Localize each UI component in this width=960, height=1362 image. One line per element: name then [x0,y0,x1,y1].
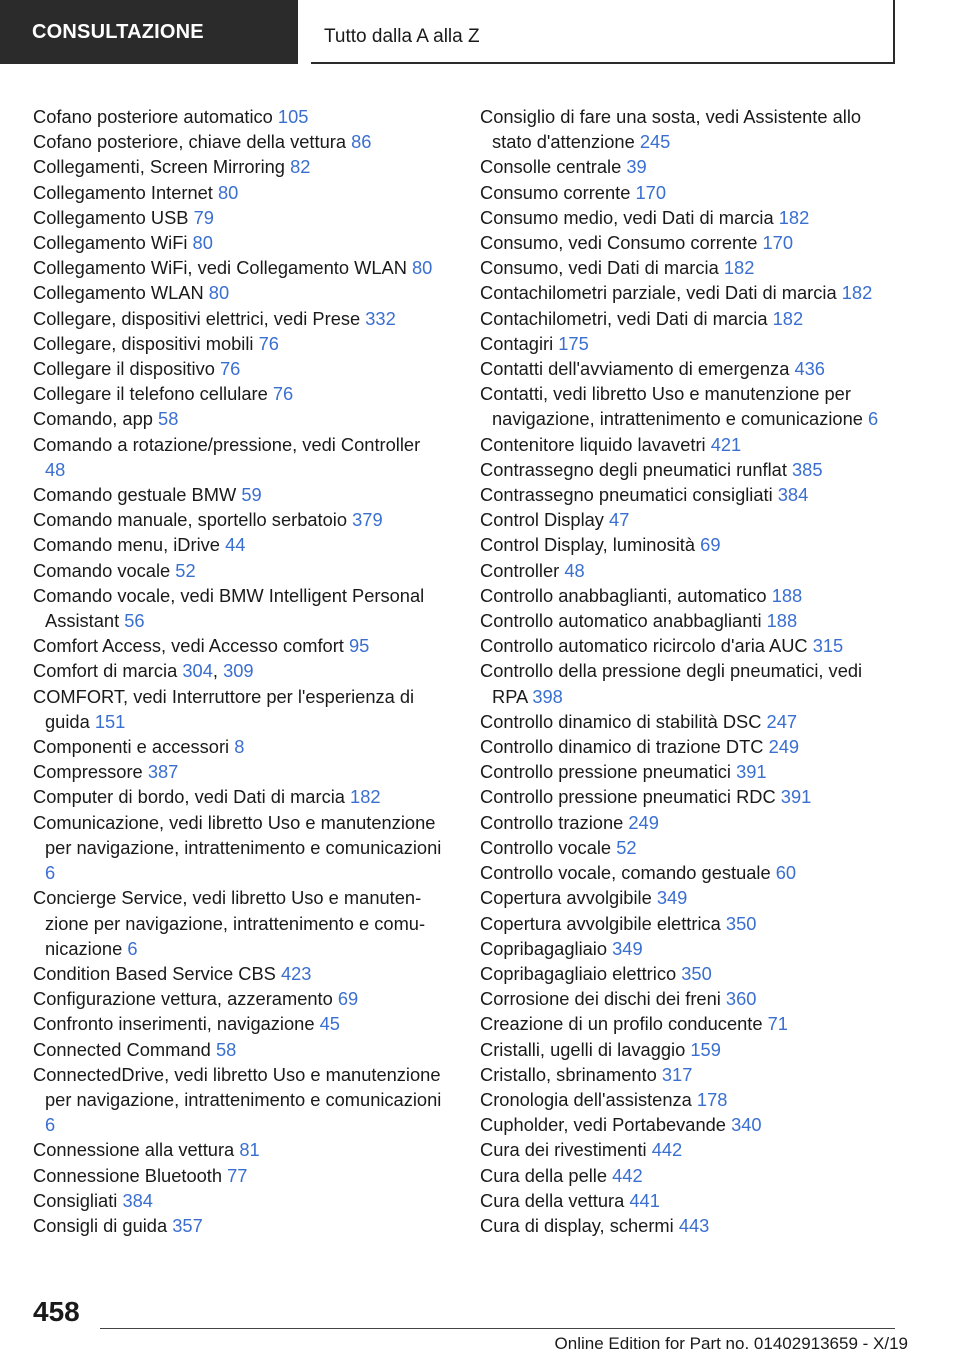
index-entry [33,406,445,431]
index-entry-text: Contenitore liquido lavavetri [480,433,706,455]
index-entry-text: Copertura avvolgibile [480,887,652,909]
page-reference-link[interactable]: 332 [365,307,396,329]
index-entry [33,961,445,986]
index-entry [480,381,900,431]
index-entry-text: Controllo vocale, comando gestuale [480,862,771,884]
index-entry [33,1188,445,1213]
index-entry-text: Connessione alla vettura [33,1139,235,1161]
index-entry [480,784,900,809]
index-entry [480,482,900,507]
index-entry [33,432,445,482]
index-entry [480,633,900,658]
index-entry [33,230,445,255]
page-reference-link[interactable]: 71 [767,1013,788,1035]
index-entry-text: Collegamento WiFi [33,232,188,254]
page-reference-link[interactable]: 82 [290,156,311,178]
index-entry [33,180,445,205]
page-reference-link[interactable]: 350 [681,962,712,984]
index-entry-text: Consolle centrale [480,156,622,178]
index-entry-text: Cofano posteriore, chiave della vettura [33,131,346,153]
index-entry-text: Controllo pressione pneumatici RDC [480,786,776,808]
index-entry [480,331,900,356]
index-entry-text: Contrassegno pneumatici consigliati [480,484,773,506]
page-reference-link[interactable]: 76 [272,383,294,405]
page-reference-link[interactable]: 304 [182,660,213,682]
index-entry-text: Consumo corrente [480,181,631,203]
page-reference-link[interactable]: 69 [337,988,359,1010]
index-entry-text: Collegamento WLAN [33,282,204,304]
page-reference-link[interactable]: 442 [651,1139,683,1161]
index-entry [33,759,445,784]
index-entry [480,583,900,608]
page-reference-link[interactable]: 309 [223,660,254,682]
page-reference-link[interactable]: 80 [208,282,230,304]
page-reference-link[interactable]: 48 [45,458,66,480]
index-entry-text: Cura della vettura [480,1189,625,1211]
page-reference-link[interactable]: 48 [564,559,585,581]
index-entry-text: Contatti dell'avviamento di emergenza [480,358,790,380]
page-reference-link[interactable]: 58 [158,408,179,430]
index-entry-text: Comando manuale, sportello serbatoio [33,509,348,531]
index-entry: Comfort di marcia 304, 309 [33,660,254,682]
page-reference-link[interactable]: 421 [710,433,742,455]
index-entry [480,306,900,331]
page-reference-link[interactable]: 6 [45,1114,56,1136]
page-reference-link[interactable]: 80 [192,232,213,254]
page-reference-link[interactable]: 151 [94,710,126,732]
index-entry-text: Cofano posteriore automatico [33,106,273,127]
index-entry-text: Copribagagliaio [480,937,608,959]
index-entry [33,532,445,557]
index-entry [480,356,900,381]
page-reference-link[interactable]: 384 [122,1189,153,1211]
page-reference-link[interactable]: 188 [766,610,798,632]
page-reference-link[interactable]: 6 [127,937,138,959]
page-reference-link[interactable]: 77 [227,1164,248,1186]
index-entry-text: Consiglio di fare una sosta, vedi Assistente allo stato d'attenzione [480,106,862,153]
index-entry [480,1137,900,1162]
page-reference-link[interactable]: 76 [258,332,279,354]
index-entry [480,255,900,280]
index-entry [480,885,900,910]
page-reference-link[interactable]: 188 [771,584,803,606]
index-entry [33,280,445,305]
index-entry-text: Cupholder, vedi Portabevande [480,1114,726,1136]
index-entry-text: Control Display [480,509,604,531]
index-entry [33,583,445,633]
index-entry-text: Comando a rotazione/pressione, vedi Controller [33,433,421,455]
page-reference-link[interactable]: 436 [794,358,825,380]
page-reference-link[interactable]: 60 [775,862,797,884]
page-reference-link[interactable]: 249 [768,736,800,758]
index-entry-text: Comando gestuale BMW [33,484,237,506]
index-entry-text: Cura dei rivestimenti [480,1139,647,1161]
index-entry [33,1011,445,1036]
index-entry [33,734,445,759]
index-entry [33,104,445,129]
page-reference-link[interactable]: 76 [219,358,241,380]
index-entry-text: Contachilometri parziale, vedi Dati di marcia [480,282,837,304]
index-entry-text: Controllo pressione pneumatici [480,761,731,783]
index-entry-text: Concierge Service, vedi libretto Uso e manutenzione per navigazione, intrattenimento e comunicazione [33,887,426,959]
index-entry [33,1213,445,1238]
index-entry-text: Cristallo, sbrinamento [480,1063,657,1085]
section-tab: CONSULTAZIONE [0,0,298,64]
page-reference-link[interactable]: 44 [225,534,246,556]
index-entry-text: Comando, app [33,408,153,430]
index-entry [480,1163,900,1188]
index-entry-text: Controllo vocale [480,836,612,858]
index-entry-text: Compressore [33,761,143,783]
page-reference-link[interactable]: 315 [812,635,844,657]
index-entry [33,255,445,280]
index-entry [480,230,900,255]
index-column-left [33,104,445,1238]
index-entry-text: COMFORT, vedi Interruttore per l'esperienza di guida [33,685,415,732]
page-reference-link[interactable]: 379 [352,509,383,531]
index-entry [480,280,900,305]
index-entry-text: Condition Based Service CBS [33,962,276,984]
page-reference-link[interactable]: 442 [612,1164,643,1186]
index-entry-text: Connessione Bluetooth [33,1164,223,1186]
index-entry-text: Collegamento USB [33,206,189,228]
page-reference-link[interactable]: 182 [778,206,810,228]
page-reference-link[interactable]: 317 [661,1063,693,1085]
index-entry-text: Consigliati [33,1189,118,1211]
page-reference-link[interactable]: 391 [736,761,767,783]
page-reference-link[interactable]: 384 [777,484,809,506]
index-entry-text: Creazione di un profilo conducente [480,1013,763,1035]
page-reference-link[interactable]: 81 [239,1139,260,1161]
page-reference-link[interactable]: 39 [626,156,647,178]
page-reference-link[interactable]: 423 [280,962,312,984]
index-entry [480,658,900,708]
index-entry-text: Control Display, luminosità [480,534,696,556]
page-reference-link[interactable]: 182 [841,282,873,304]
page-reference-link[interactable]: 159 [690,1038,721,1060]
index-entry-text: Cura della pelle [480,1164,608,1186]
page-reference-link[interactable]: 349 [656,887,688,909]
page-reference-link[interactable]: 47 [609,509,630,531]
page-reference-link[interactable]: 58 [215,1038,237,1060]
page-reference-link[interactable]: 178 [696,1088,728,1110]
index-entry-text: ConnectedDrive, vedi libretto Uso e manutenzione per navigazione, intrattenimento e comunicazioni [33,1063,442,1110]
index-entry-text: Collegare il telefono cellulare [33,383,268,405]
index-column-right [480,104,900,1238]
index-entry [33,331,445,356]
index-entry [480,1011,900,1036]
page-reference-link[interactable]: 247 [766,710,798,732]
index-entry [480,986,900,1011]
index-entry [480,911,900,936]
index-entry [33,684,445,734]
index-entry [480,205,900,230]
index-entry [480,608,900,633]
index-entry-text: Consumo, vedi Dati di marcia [480,257,719,279]
index-entry-text: Consigli di guida [33,1214,168,1236]
index-entry [33,810,445,886]
index-entry [33,154,445,179]
page-reference-link[interactable]: 245 [639,131,671,153]
index-entry-text: Componenti e accessori [33,736,230,758]
index-entry [33,381,445,406]
index-entry [480,734,900,759]
page-reference-link[interactable]: 170 [762,232,794,254]
index-entry-text: Configurazione vettura, azzeramento [33,988,333,1010]
index-entry-text: Collegamento WiFi, vedi Collegamento WLAN [33,257,407,279]
index-entry [33,633,445,658]
index-entry-text: Controllo anabbaglianti, automatico [480,584,767,606]
index-entry-text: Cronologia dell'assistenza [480,1088,692,1110]
page-reference-link[interactable]: 6 [45,862,56,884]
index-entry [480,1112,900,1137]
page-reference-link[interactable]: 441 [629,1189,660,1211]
index-entry [480,532,900,557]
index-entry-text: Comando menu, iDrive [33,534,220,556]
index-entry-text: Controllo automatico anabbaglianti [480,610,762,632]
index-entry [33,482,445,507]
index-entry [33,558,445,583]
index-entry-text: Controllo trazione [480,811,624,833]
index-entry [33,1163,445,1188]
index-entry [480,1087,900,1112]
page-reference-link[interactable]: 349 [612,937,643,959]
index-entry [480,558,900,583]
index-entry-text: Comfort di marcia [33,660,178,682]
index-entry-text: Cristalli, ugelli di lavaggio [480,1038,686,1060]
index-entry-text: Connected Command [33,1038,211,1060]
page-reference-link[interactable]: 105 [277,106,309,127]
page-reference-link[interactable]: 443 [678,1214,710,1236]
index-entry [33,205,445,230]
page-reference-link[interactable]: 391 [780,786,812,808]
index-entry [33,1137,445,1162]
index-entry [480,860,900,885]
page-reference-link[interactable]: 357 [172,1214,203,1236]
page-reference-link[interactable]: 79 [193,206,214,228]
index-entry-text: Copertura avvolgibile elettrica [480,912,721,934]
index-entry-text: Collegare, dispositivi elettrici, vedi Prese [33,307,361,329]
index-entry [480,154,900,179]
index-entry [33,885,445,961]
index-entry [480,432,900,457]
page-reference-link[interactable]: 80 [412,257,433,279]
index-entry-text: Comando vocale, vedi BMW Intelligent Personal Assistant [33,584,425,632]
index-entry [480,1062,900,1087]
index-entry-text: Contrassegno degli pneumatici runflat [480,458,787,480]
index-entry [480,1037,900,1062]
page-reference-link[interactable]: 80 [217,181,239,203]
index-entry [33,986,445,1011]
index-entry [480,709,900,734]
page-reference-link[interactable]: 175 [558,332,589,354]
page-reference-link[interactable]: 52 [616,836,637,858]
page-reference-link[interactable]: 182 [772,307,804,329]
index-entry-text: Collegare il dispositivo [33,358,215,380]
index-entry-text: Controllo della pressione degli pneumatici, vedi RPA [480,660,863,707]
page-header-title: Tutto dalla A alla Z [311,0,895,64]
page-reference-link[interactable]: 6 [868,408,879,430]
index-entry [480,759,900,784]
index-entry-text: Controller [480,559,560,581]
page-reference-link[interactable]: 56 [124,610,145,632]
index-entry-text: Collegamenti, Screen Mirroring [33,156,285,178]
index-entry [480,810,900,835]
index-entry [33,507,445,532]
index-entry-text: Contatti, vedi libretto Uso e manutenzione per navigazione, intrattenimento e comunicazione [480,383,863,430]
index-entry [480,936,900,961]
index-entry [33,356,445,381]
index-entry-text: Confronto inserimenti, navigazione [33,1013,315,1035]
page-reference-link[interactable]: 69 [700,534,721,556]
index-entry [480,457,900,482]
index-entry-text: Contagiri [480,332,554,354]
index-entry-text: Collegare, dispositivi mobili [33,332,254,354]
index-entry [480,104,900,154]
index-entry [480,961,900,986]
page-reference-link[interactable]: 45 [319,1013,340,1035]
page-reference-link[interactable]: 59 [241,484,262,506]
index-entry-text: Comunicazione, vedi libretto Uso e manutenzione per navigazione, intrattenimento e comunicazioni [33,811,442,858]
index-entry-text: Comfort Access, vedi Accesso comfort [33,635,344,657]
page-reference-link[interactable]: 350 [725,912,757,934]
page-reference-link[interactable]: 95 [348,635,370,657]
index-entry-text: Contachilometri, vedi Dati di marcia [480,307,768,329]
index-entry [480,835,900,860]
index-entry-text: Controllo dinamico di stabilità DSC [480,710,762,732]
footer-divider [100,1328,895,1329]
page-reference-link[interactable]: 249 [628,811,659,833]
page-reference-link[interactable]: 170 [635,181,666,203]
page-reference-link[interactable]: 385 [792,458,823,480]
index-entry [33,306,445,331]
page-number: 458 [33,1296,80,1327]
page-reference-link[interactable]: 360 [725,988,757,1010]
page-reference-link[interactable]: 52 [175,559,196,581]
index-entry-text: Controllo automatico ricircolo d'aria AUC [480,635,808,657]
index-entry-text: Consumo, vedi Consumo corrente [480,232,758,254]
index-entry [480,1188,900,1213]
index-entry [480,180,900,205]
index-entry [480,1213,900,1238]
page-reference-link[interactable]: 340 [731,1114,762,1136]
index-entry [480,507,900,532]
index-entry-text: Copribagagliaio elettrico [480,962,677,984]
index-entry-text: Collegamento Internet [33,181,213,203]
page-reference-link[interactable]: 182 [350,786,381,808]
page-reference-link[interactable]: 86 [351,131,372,153]
page-reference-link[interactable]: 387 [147,761,179,783]
index-entry-text: Cura di display, schermi [480,1214,674,1236]
index-entry-text: Comando vocale [33,559,171,581]
index-entry-text: Controllo dinamico di trazione DTC [480,736,764,758]
index-entry [33,784,445,809]
index-entry-text: Consumo medio, vedi Dati di marcia [480,206,774,228]
page-reference-link[interactable]: 8 [234,736,245,758]
page-reference-link[interactable]: 398 [532,685,563,707]
index-entry [33,1062,445,1138]
footer-edition-text: Online Edition for Part no. 01402913659 - X/19 [554,1334,908,1353]
index-entry-text: Corrosione dei dischi dei freni [480,988,721,1010]
index-entry [33,129,445,154]
index-entry [33,1037,445,1062]
index-entry-text: Computer di bordo, vedi Dati di marcia [33,786,345,808]
page-reference-link[interactable]: 182 [723,257,755,279]
